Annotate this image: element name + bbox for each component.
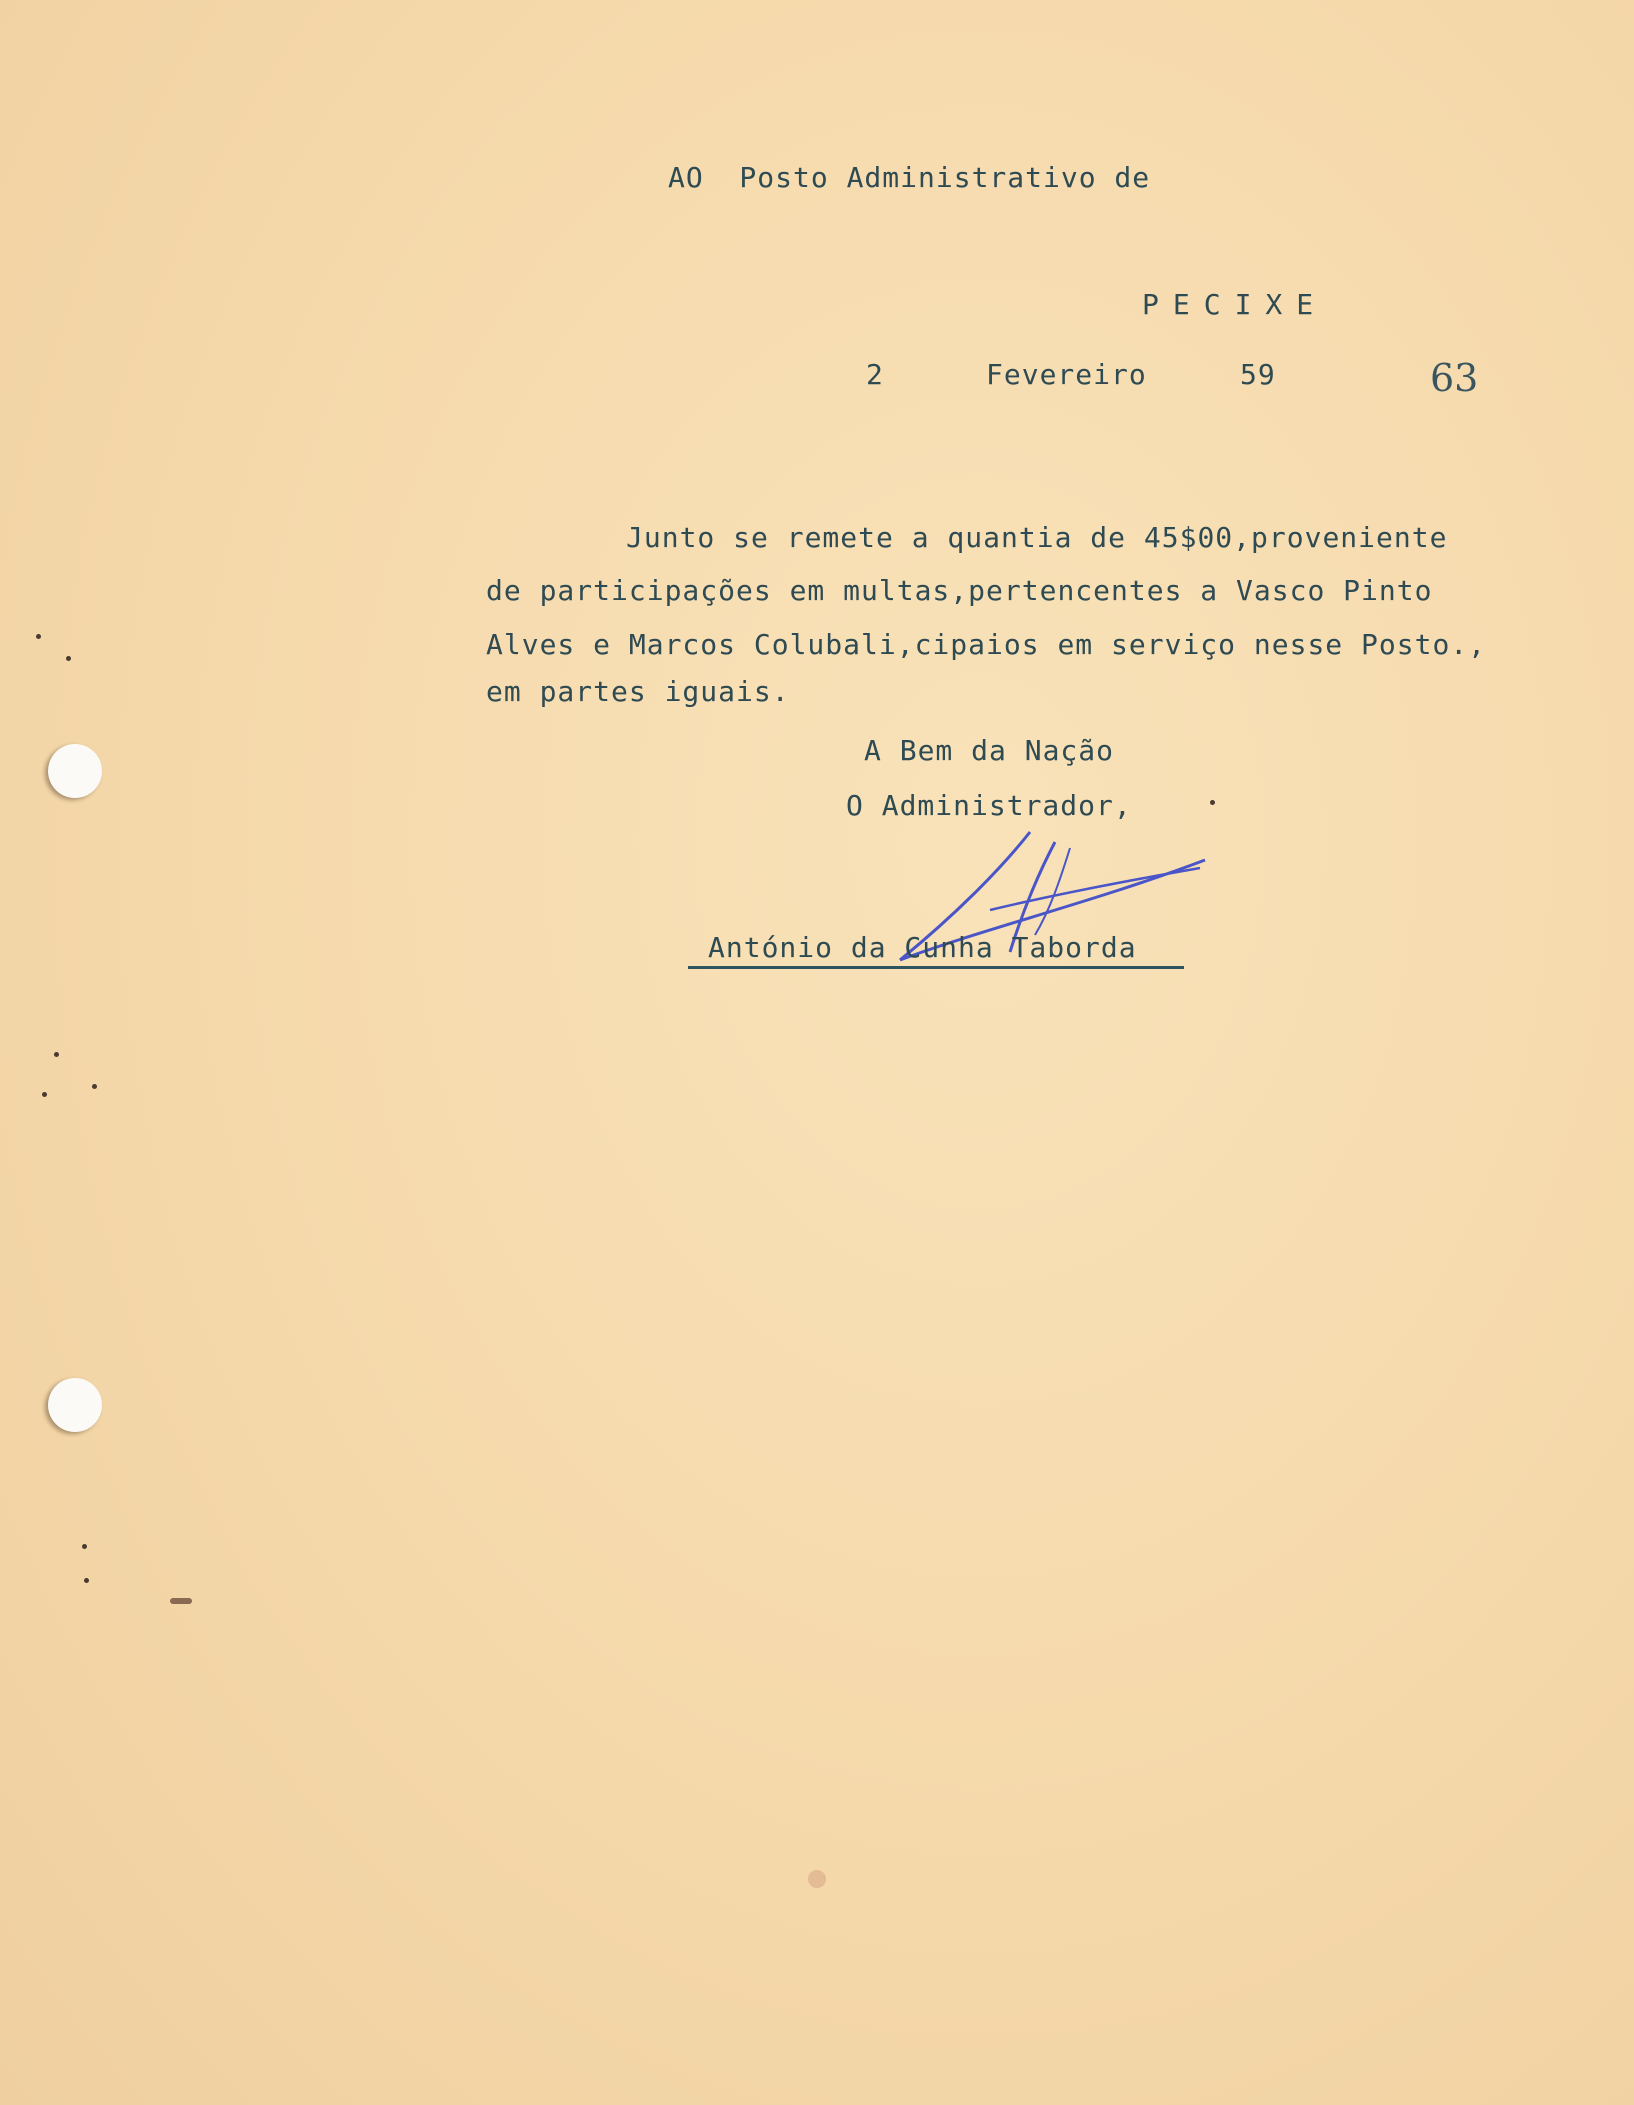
paper-stain bbox=[170, 1598, 192, 1604]
signatory-name: António da Cunha Taborda bbox=[708, 931, 1137, 964]
reference-number: 63 bbox=[1430, 356, 1479, 400]
signature-underline bbox=[688, 966, 1184, 969]
date-year: 59 bbox=[1240, 358, 1276, 391]
ink-speck bbox=[54, 1052, 59, 1057]
addressee-heading: AO Posto Administrativo de bbox=[668, 161, 1151, 194]
ink-speck bbox=[84, 1578, 89, 1583]
place-name: PECIXE bbox=[1142, 288, 1328, 321]
closing-salutation: A Bem da Nação bbox=[864, 734, 1115, 767]
ink-speck bbox=[36, 634, 41, 639]
date-day: 2 bbox=[866, 358, 884, 391]
punch-hole-top bbox=[48, 744, 102, 798]
body-line-3: Alves e Marcos Colubali,cipaios em serviço nesse Posto., bbox=[486, 628, 1487, 661]
signatory-title: O Administrador, bbox=[846, 789, 1132, 822]
ink-speck bbox=[66, 656, 71, 661]
body-line-1: Junto se remete a quantia de 45$00,proveniente bbox=[626, 521, 1448, 554]
paper-stain bbox=[808, 1870, 826, 1888]
body-line-2: de participações em multas,pertencentes a Vasco Pinto bbox=[486, 574, 1433, 607]
punch-hole-bottom bbox=[48, 1378, 102, 1432]
ink-speck bbox=[42, 1092, 47, 1097]
body-line-4: em partes iguais. bbox=[486, 675, 790, 708]
ink-speck bbox=[1210, 800, 1215, 805]
ink-speck bbox=[82, 1544, 87, 1549]
ink-speck bbox=[92, 1084, 97, 1089]
date-month: Fevereiro bbox=[986, 358, 1147, 391]
